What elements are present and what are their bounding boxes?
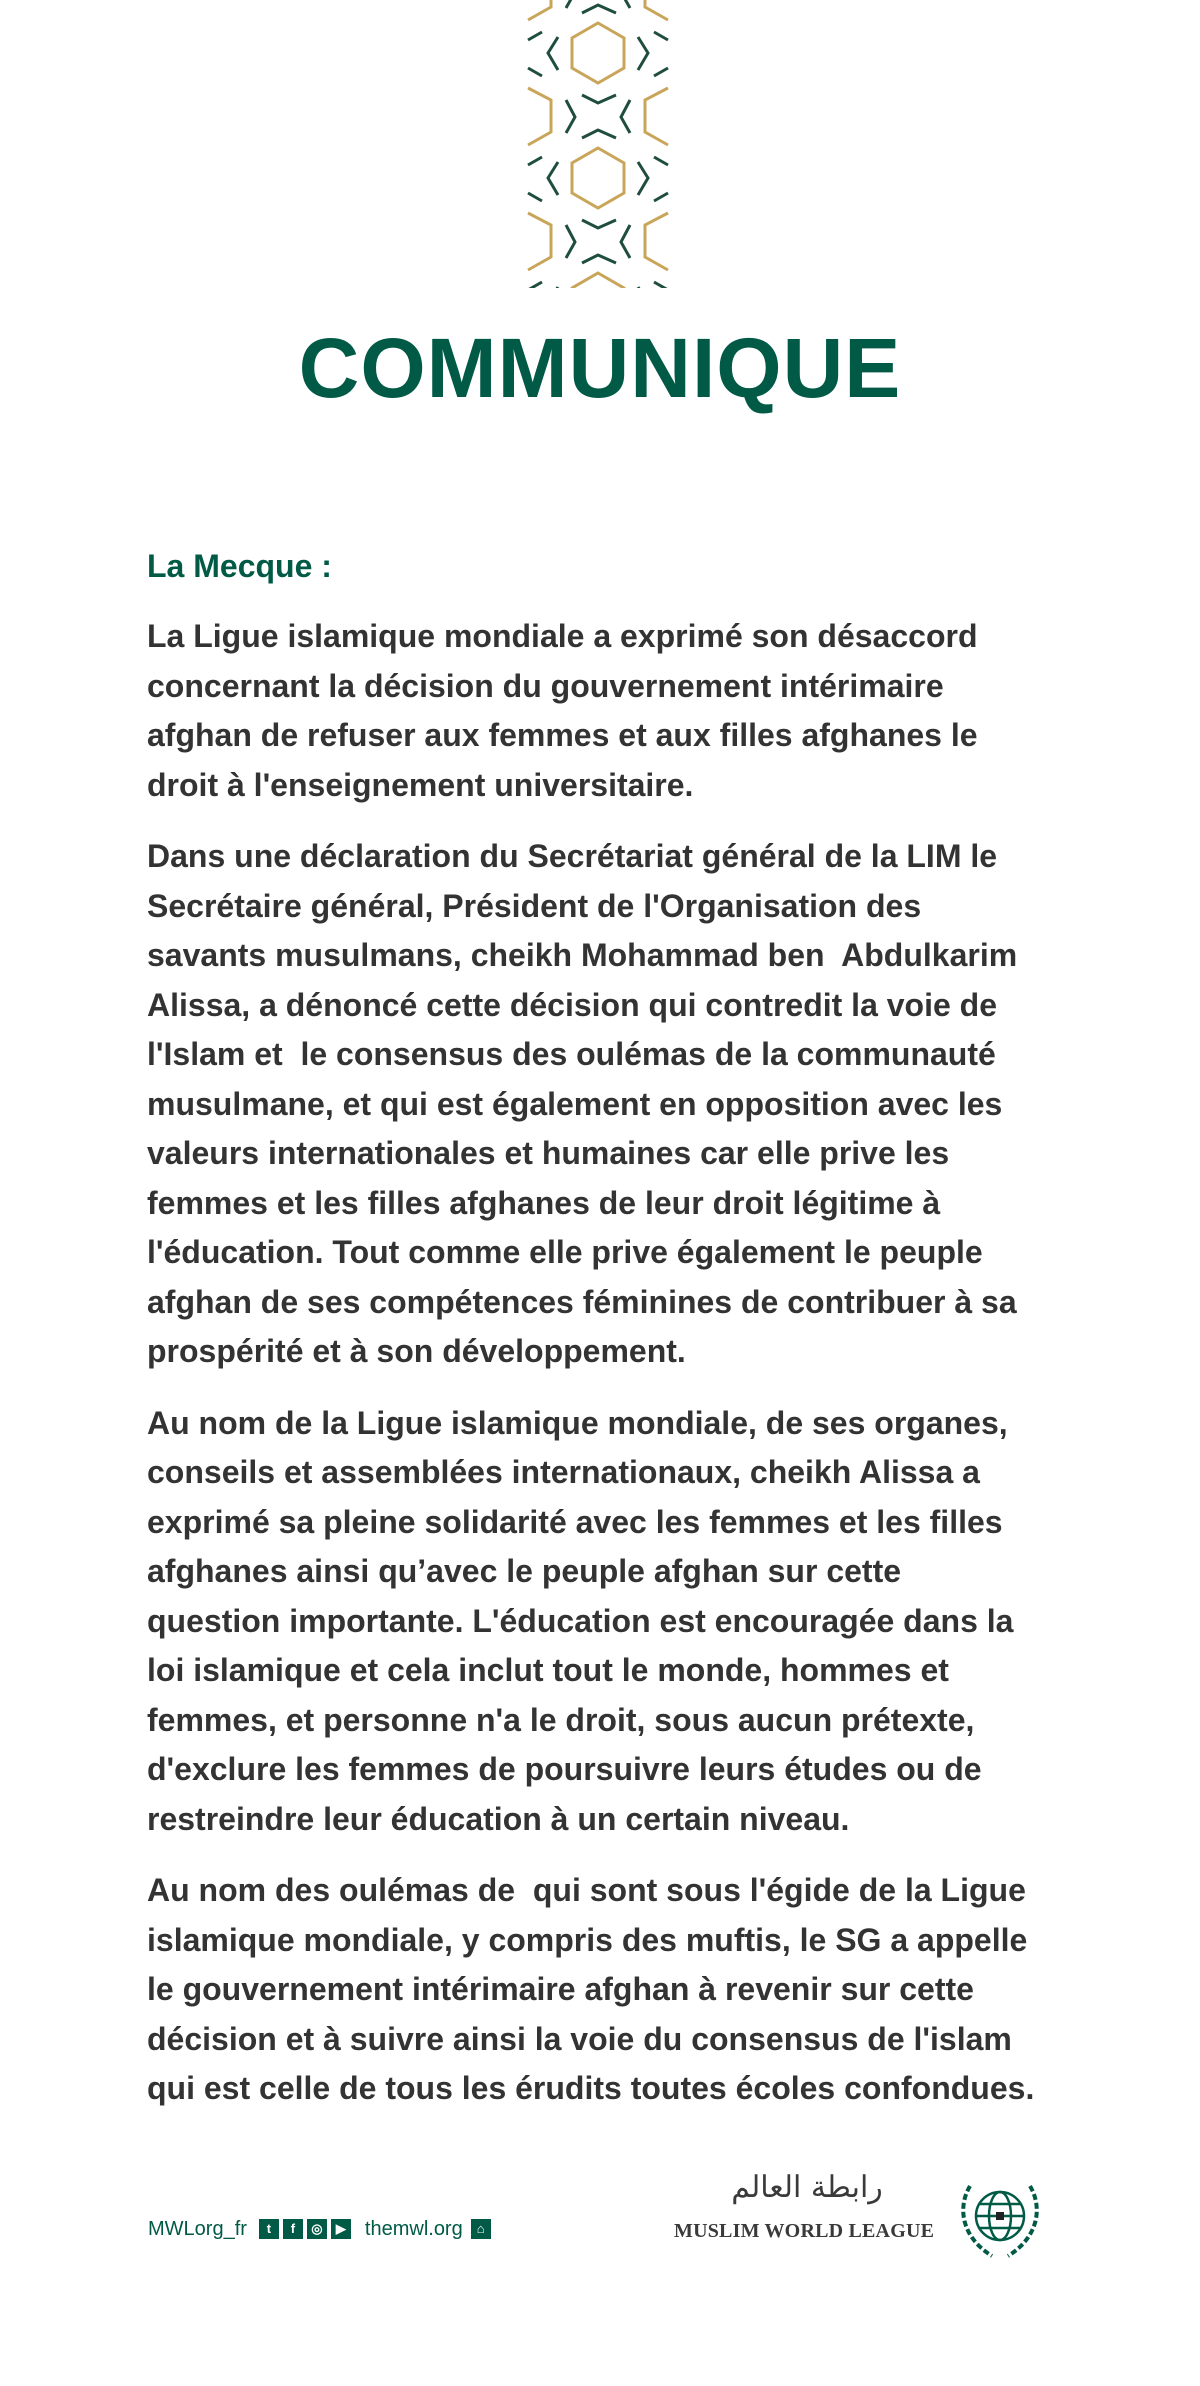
paragraph-line: Au nom de la Ligue islamique mondiale, de ses organes, bbox=[147, 1404, 1008, 1441]
paragraph-line: Secrétaire général, Président de l'Organisation des bbox=[147, 887, 922, 924]
paragraph-line: droit à l'enseignement universitaire. bbox=[147, 766, 694, 803]
paragraph-line: d'exclure les femmes de poursuivre leurs études ou de bbox=[147, 1751, 982, 1787]
page-title: COMMUNIQUE bbox=[298, 321, 902, 415]
twitter-icon[interactable]: t bbox=[259, 2219, 279, 2239]
paragraph-line: musulmane, et qui est également en opposition avec les bbox=[147, 1085, 1003, 1122]
paragraph-line: afghan de refuser aux femmes et aux filles afghanes le bbox=[147, 717, 978, 753]
paragraph-line: islamique mondiale, y compris des muftis, le SG a appelle bbox=[147, 1921, 1028, 1958]
paragraph-line: le gouvernement intérimaire afghan à revenir sur cette bbox=[147, 1971, 974, 2007]
logo-english-text: MUSLIM WORLD LEAGUE bbox=[674, 2220, 935, 2242]
globe-wreath-emblem-icon bbox=[954, 2172, 1046, 2264]
article-body bbox=[147, 612, 1107, 2136]
paragraph-line: valeurs internationales et humaines car elle prive les bbox=[147, 1135, 950, 1171]
paragraph-line: afghanes ainsi qu’avec le peuple afghan sur cette bbox=[147, 1553, 902, 1589]
muslim-world-league-logo bbox=[672, 2168, 1052, 2268]
paragraph bbox=[147, 1866, 1107, 2114]
youtube-icon[interactable]: ▶ bbox=[331, 2219, 351, 2239]
paragraph-line: concernant la décision du gouvernement intérimaire bbox=[147, 667, 944, 704]
paragraph bbox=[147, 612, 1107, 810]
home-icon[interactable]: ⌂ bbox=[471, 2219, 491, 2239]
decorative-pattern-icon bbox=[495, 0, 695, 290]
paragraph-line: exprimé sa pleine solidarité avec les femmes et les filles bbox=[147, 1503, 1003, 1540]
dateline-location: La Mecque : bbox=[147, 548, 332, 584]
paragraph-line: femmes et les filles afghanes de leur droit légitime à bbox=[147, 1184, 941, 1221]
social-icons bbox=[259, 2219, 355, 2239]
paragraph-line: prospérité et à son développement. bbox=[147, 1333, 686, 1369]
paragraph-line: qui est celle de tous les érudits toutes écoles confondues. bbox=[147, 2070, 1035, 2106]
paragraph-line: Au nom des oulémas de qui sont sous l'égide de la Ligue bbox=[147, 1872, 1026, 1908]
paragraph-line: restreindre leur éducation à un certain niveau. bbox=[147, 1800, 850, 1837]
paragraph bbox=[147, 832, 1107, 1377]
paragraph-line: afghan de ses compétences féminines de contribuer à sa bbox=[147, 1283, 1017, 1320]
footer-social bbox=[148, 2215, 495, 2243]
instagram-icon[interactable]: ◎ bbox=[307, 2219, 327, 2239]
paragraph-line: question importante. L'éducation est encouragée dans la bbox=[147, 1602, 1014, 1639]
paragraph-line: La Ligue islamique mondiale a exprimé son désaccord bbox=[147, 618, 978, 654]
paragraph bbox=[147, 1399, 1107, 1845]
paragraph-line: l'éducation. Tout comme elle prive également le peuple bbox=[147, 1234, 983, 1270]
facebook-icon[interactable]: f bbox=[283, 2219, 303, 2239]
paragraph-line: loi islamique et cela inclut tout le monde, hommes et bbox=[147, 1652, 949, 1688]
paragraph-line: l'Islam et le consensus des oulémas de la communauté bbox=[147, 1036, 996, 1072]
logo-arabic-text: رابطة العالم bbox=[731, 2170, 883, 2205]
social-handle[interactable]: MWLorg_fr bbox=[148, 2218, 247, 2240]
paragraph-line: savants musulmans, cheikh Mohammad ben Abdulkarim bbox=[147, 937, 1018, 973]
paragraph-line: femmes, et personne n'a le droit, sous aucun prétexte, bbox=[147, 1701, 975, 1738]
website-link[interactable]: themwl.org bbox=[364, 2218, 463, 2240]
paragraph-line: décision et à suivre ainsi la voie du consensus de l'islam bbox=[147, 2020, 1012, 2057]
paragraph-line: Alissa, a dénoncé cette décision qui contredit la voie de bbox=[147, 986, 998, 1023]
paragraph-line: conseils et assemblées internationaux, cheikh Alissa a bbox=[147, 1454, 980, 1490]
paragraph-line: Dans une déclaration du Secrétariat général de la LIM le bbox=[147, 838, 998, 874]
